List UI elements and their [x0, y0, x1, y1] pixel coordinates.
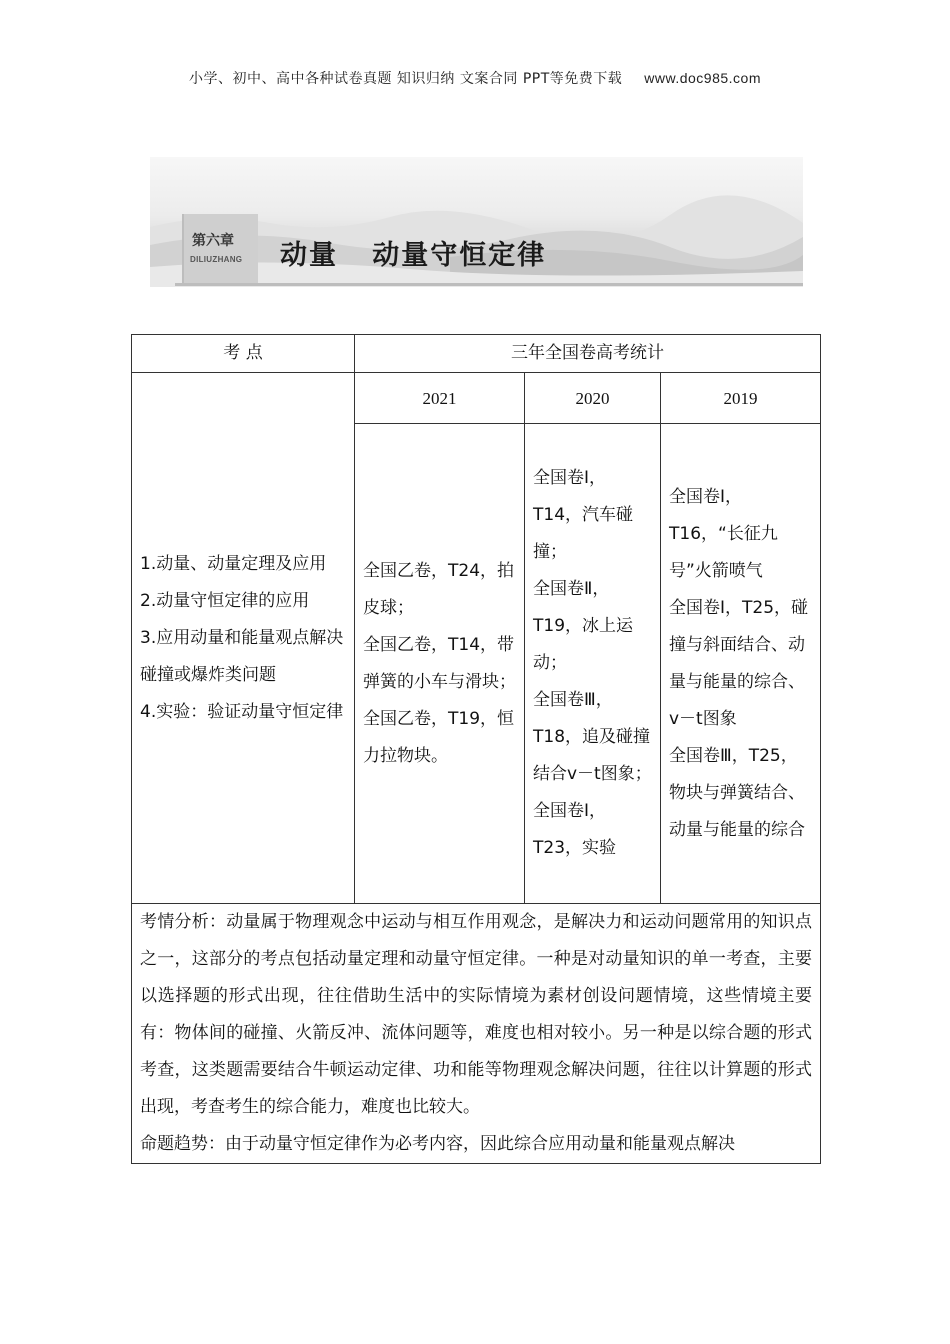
- exam-points-cell: 1.动量、动量定理及应用 2.动量守恒定律的应用 3.应用动量和能量观点解决碰撞或爆炸类问题 4.实验：验证动量守恒定律: [132, 373, 355, 904]
- header-stats: 三年全国卷高考统计: [355, 335, 821, 373]
- analysis-cell: [132, 904, 821, 1164]
- stats-2019-cell: 全国卷Ⅰ，T16，“长征九号”火箭喷气 全国卷Ⅰ，T25，碰撞与斜面结合、动量与能量的综合、v－t图象 全国卷Ⅲ，T25，物块与弹簧结合、动量与能量的综合: [661, 424, 821, 904]
- chapter-pinyin: DILIUZHANG: [190, 255, 243, 264]
- chapter-badge: [182, 214, 258, 284]
- stats-2020-cell: 全国卷Ⅰ，T14，汽车碰撞； 全国卷Ⅱ，T19，冰上运动； 全国卷Ⅲ，T18，追及碰撞结合v－t图象； 全国卷Ⅰ，T23，实验: [525, 424, 661, 904]
- header-site-link[interactable]: www.doc985.com: [644, 70, 761, 86]
- header-text: 小学、初中、高中各种试卷真题 知识归纳 文案合同 PPT等免费下载: [188, 71, 623, 87]
- page-header: [0, 68, 950, 88]
- stats-2021-cell: 全国乙卷，T24，拍皮球； 全国乙卷，T14，带弹簧的小车与滑块； 全国乙卷，T19，恒力拉物块。: [355, 424, 525, 904]
- exam-stats-table: [131, 334, 821, 1164]
- year-2021: 2021: [355, 373, 525, 424]
- year-2019: 2019: [661, 373, 821, 424]
- chapter-title: 动量 动量守恒定律: [280, 240, 547, 271]
- year-2020: 2020: [525, 373, 661, 424]
- chapter-banner: [150, 157, 803, 287]
- analysis-paragraph: 考情分析：动量属于物理观念中运动与相互作用观念，是解决力和运动问题常用的知识点之一，这部分的考点包括动量定理和动量守恒定律。一种是对动量知识的单一考查，主要以选择题的形式出现，往往借助生活中的实际情境为素材创设问题情境，这些情境主要有：物体间的碰撞、火箭反冲、流体问题等，难度也相对较小。另一种是以综合题的形式考查，这类题需要结合牛顿运动定律、功和能等物理观念解决问题，往往以计算题的形式出现，考查考生的综合能力，难度也比较大。: [140, 912, 813, 1117]
- header-points: 考 点: [132, 335, 355, 373]
- trend-paragraph: 命题趋势：由于动量守恒定律作为必考内容，因此综合应用动量和能量观点解决: [140, 1134, 735, 1154]
- banner-divider: [175, 283, 803, 286]
- chapter-label: 第六章: [192, 233, 234, 249]
